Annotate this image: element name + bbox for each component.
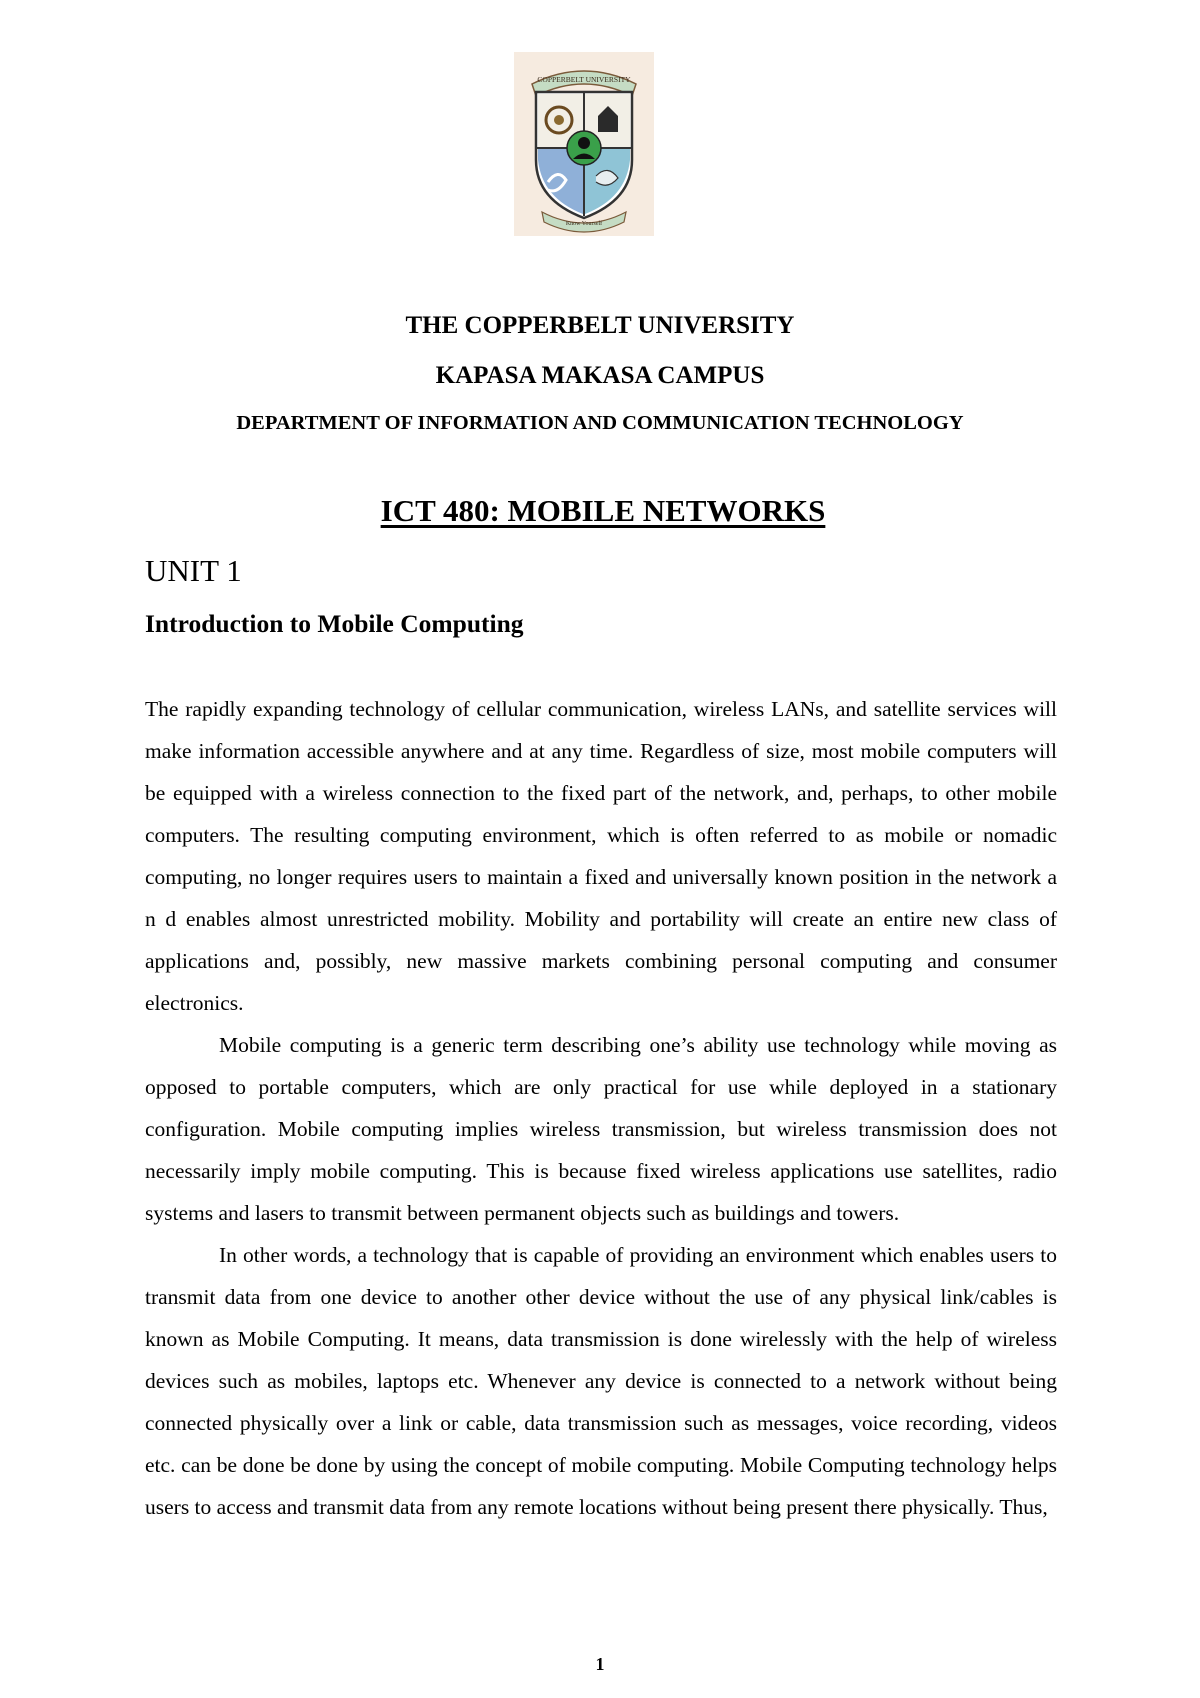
paragraph-2: Mobile computing is a generic term describing one’s ability use technology while moving as opposed to portable computers, which are only practical for use while deployed in a stationary configuration. Mobile computing implies wireless transmission, but wireless transmission does not necessarily imply mobile computing. This is because fixed wireless applications use satellites, radio systems and lasers to transmit between permanent objects such as buildings and towers.: [145, 1033, 1057, 1225]
crest-arc-text: COPPERBELT UNIVERSITY: [537, 75, 631, 84]
campus-name: KAPASA MAKASA CAMPUS: [435, 362, 765, 389]
crest-motto: Know Yourself: [565, 221, 603, 227]
body-text: [145, 688, 1057, 1528]
course-title-text: ICT 480: MOBILE NETWORKS: [380, 493, 826, 528]
page-number: 1: [595, 1654, 605, 1674]
unit-heading: UNIT 1: [145, 553, 242, 588]
paragraph-1: The rapidly expanding technology of cellular communication, wireless LANs, and satellite services will make information accessible anywhere and at any time. Regardless of size, most mobile computers will be equipped with a wireless connection to the fixed part of the network, and, perhaps, to other mobile computers. The resulting computing environment, which is often referred to as mobile or nomadic computing, no longer requires users to maintain a fixed and universally known position in the network a n d enables almost unrestricted mobility. Mobility and portability will create an entire new class of applications and, possibly, new massive markets combining personal computing and consumer electronics.: [145, 697, 1057, 1015]
paragraph-3: In other words, a technology that is capable of providing an environment which enables users to transmit data from one device to another other device without the use of any physical link/cables is known as Mobile Computing. It means, data transmission is done wirelessly with the help of wireless devices such as mobiles, laptops etc. Whenever any device is connected to a network without being connected physically over a link or cable, data transmission such as messages, voice recording, videos etc. can be done be done by using the concept of mobile computing. Mobile Computing technology helps users to access and transmit data from any remote locations without being present there physically. Thus,: [145, 1243, 1057, 1519]
department-name: DEPARTMENT OF INFORMATION AND COMMUNICATION TECHNOLOGY: [236, 412, 964, 434]
university-name: THE COPPERBELT UNIVERSITY: [405, 312, 795, 339]
course-title: [0, 493, 1200, 529]
section-title: Introduction to Mobile Computing: [145, 609, 524, 638]
university-crest-logo: [514, 52, 654, 236]
